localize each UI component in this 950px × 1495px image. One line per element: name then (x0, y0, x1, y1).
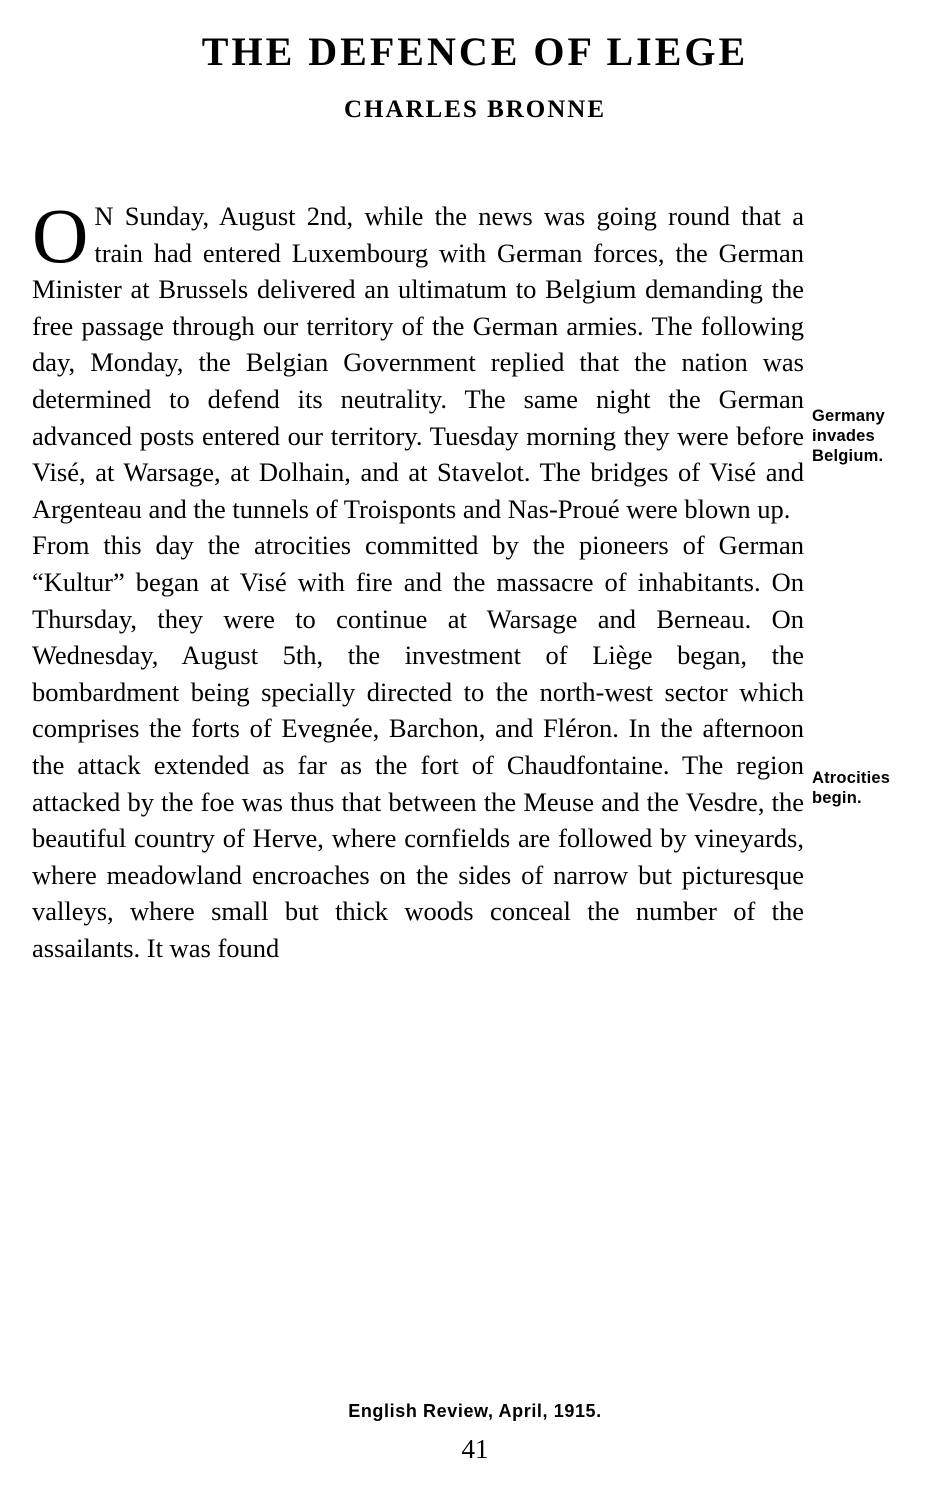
author-byline: CHARLES BRONNE (343, 96, 607, 123)
body-text-column (32, 192, 804, 966)
paragraph-1 (32, 192, 804, 527)
source-citation: English Review, April, 1915. (348, 1401, 602, 1421)
page-title: THE DEFENCE OF LIEGE (201, 29, 749, 74)
marginal-note-atrocities-begin: Atrocities begin. (812, 769, 891, 807)
paragraph-1-text: N Sunday, August 2nd, while the news was going round that a train had entered Luxembourg with German forces, the German Minister at Brussels delivered an ultimatum to Belgium demanding the free passage through our territory of the German armies. The following day, Monday, the Belgian Government replied that the nation was determined to defend its neutrality. The same night the German advanced posts entered our territory. Tuesday morning they were before Visé, at Warsage, at Dolhain, and at Stavelot. The bridges of Visé and Argenteau and the tunnels of Troisponts and Nas-Proué were blown up. (32, 201, 804, 524)
marginal-note-germany-invades-belgium: Germany invades Belgium. (812, 407, 885, 465)
drop-cap: O (32, 192, 89, 279)
page-number: 41 (461, 1434, 489, 1464)
document-page (0, 30, 950, 1495)
paragraph-2: From this day the atrocities committed by the pioneers of German “Kultur” began at Visé with fire and the massacre of inhabitants. On Thursday, they were to continue at Warsage and Berneau. On Wednesday, August 5th, the investment of Liège began, the bombardment being specially directed to the north-west sector which comprises the forts of Evegnée, Barchon, and Fléron. In the afternoon the attack extended as far as the fort of Chaudfontaine. The region attacked by the foe was thus that between the Meuse and the Vesdre, the beautiful country of Herve, where cornfields are followed by vineyards, where meadowland encroaches on the sides of narrow but picturesque valleys, where small but thick woods conceal the number of the assailants. It was found (32, 530, 804, 963)
